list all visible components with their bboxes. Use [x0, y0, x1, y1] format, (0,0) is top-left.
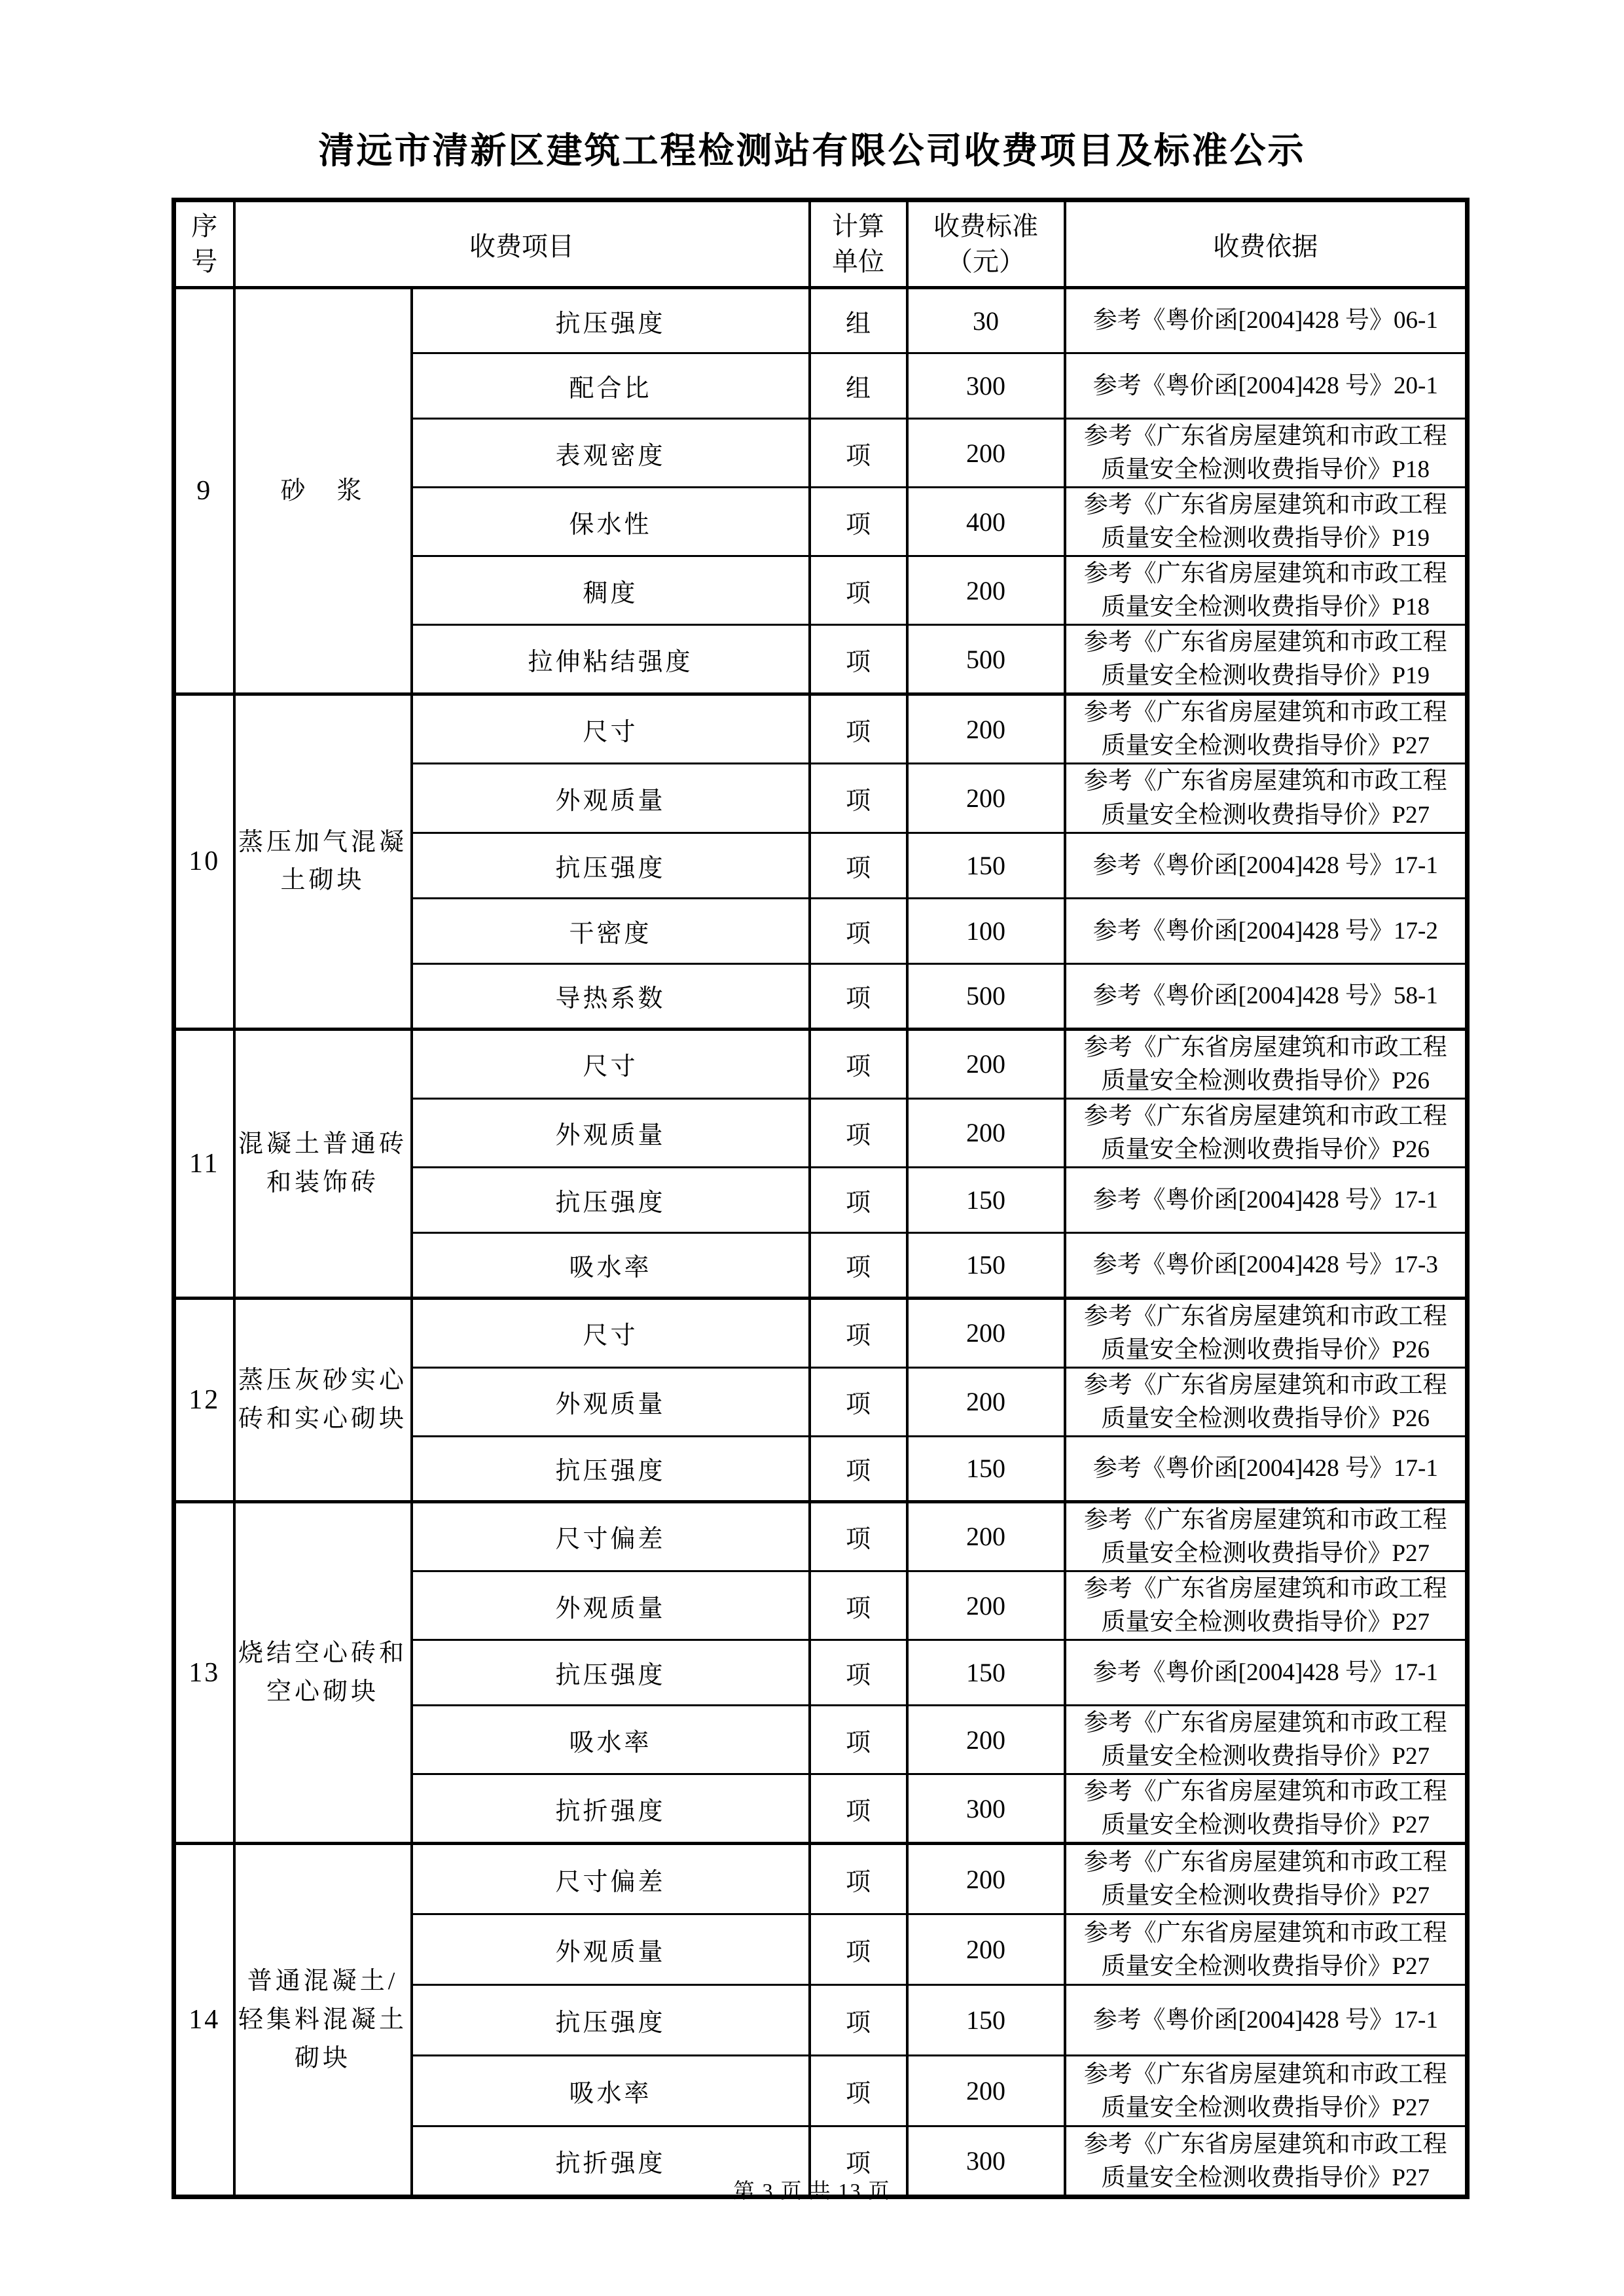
fee-basis-line: 参考《广东省房屋建筑和市政工程	[1083, 1710, 1447, 1737]
fee-item-cell: 外观质量	[412, 764, 810, 833]
fee-basis-line: 参考《广东省房屋建筑和市政工程	[1083, 423, 1447, 450]
unit-cell: 项	[810, 2126, 907, 2197]
fee-standard-cell: 300	[907, 353, 1065, 419]
header-fee-standard-line: （元）	[947, 247, 1025, 276]
fee-basis-line: 参考《广东省房屋建筑和市政工程	[1083, 2130, 1447, 2158]
fee-basis-line: 质量安全检测收费指导价》P27	[1101, 2164, 1430, 2191]
fee-basis-line: 质量安全检测收费指导价》P19	[1101, 662, 1430, 690]
fee-basis-line: 质量安全检测收费指导价》P27	[1101, 1882, 1430, 1910]
fee-item-cell: 抗折强度	[412, 1774, 810, 1844]
unit-cell: 项	[810, 1298, 907, 1367]
fee-item-cell: 抗压强度	[412, 1640, 810, 1706]
fee-basis-cell	[1065, 1501, 1468, 1571]
unit-cell: 组	[810, 288, 907, 353]
fee-standard-cell: 200	[907, 1367, 1065, 1436]
fee-basis-cell	[1065, 963, 1468, 1029]
table-header-row	[174, 200, 1468, 288]
unit-cell: 项	[810, 694, 907, 764]
fee-basis-line: 参考《粤价函[2004]428 号》17-2	[1092, 917, 1438, 944]
fee-basis-line: 参考《广东省房屋建筑和市政工程	[1083, 2060, 1447, 2088]
fee-item-cell: 尺寸	[412, 1298, 810, 1367]
fee-standard-cell: 200	[907, 1029, 1065, 1098]
unit-cell: 项	[810, 1029, 907, 1098]
fee-standard-cell: 200	[907, 1298, 1065, 1367]
category-line: 土砌块	[280, 867, 365, 895]
fee-basis-cell	[1065, 353, 1468, 419]
fee-basis-cell	[1065, 1098, 1468, 1167]
fee-basis-line: 质量安全检测收费指导价》P26	[1101, 1136, 1430, 1163]
fee-basis-cell	[1065, 419, 1468, 488]
header-fee-item: 收费项目	[234, 200, 810, 288]
table-row	[174, 1029, 1468, 1098]
fee-basis-line: 参考《粤价函[2004]428 号》17-1	[1092, 852, 1438, 879]
fee-basis-line: 质量安全检测收费指导价》P27	[1101, 2094, 1430, 2121]
fee-basis-line: 参考《广东省房屋建筑和市政工程	[1083, 1849, 1447, 1876]
fee-basis-line: 参考《广东省房屋建筑和市政工程	[1083, 1102, 1447, 1130]
category-cell	[234, 288, 412, 694]
fee-basis-line: 参考《粤价函[2004]428 号》58-1	[1092, 982, 1438, 1010]
fee-basis-line: 质量安全检测收费指导价》P27	[1101, 801, 1430, 829]
unit-cell: 组	[810, 353, 907, 419]
fee-standard-cell: 150	[907, 1985, 1065, 2056]
fee-standard-cell: 30	[907, 288, 1065, 353]
fee-standard-cell: 150	[907, 1640, 1065, 1706]
row-index: 10	[174, 694, 234, 1029]
fee-basis-cell	[1065, 1985, 1468, 2056]
fee-basis-cell	[1065, 1029, 1468, 1098]
category-cell	[234, 694, 412, 1029]
fee-standard-cell: 200	[907, 1914, 1065, 1985]
table-row	[174, 1844, 1468, 1914]
fee-basis-line: 参考《广东省房屋建筑和市政工程	[1083, 492, 1447, 519]
fee-standard-cell: 200	[907, 1098, 1065, 1167]
category-line: 烧结空心砖和	[238, 1639, 407, 1667]
fee-basis-cell	[1065, 1706, 1468, 1774]
fee-basis-line: 参考《广东省房屋建筑和市政工程	[1083, 699, 1447, 726]
fee-basis-line: 参考《粤价函[2004]428 号》20-1	[1092, 372, 1438, 399]
fee-table	[171, 198, 1470, 2199]
fee-basis-line: 质量安全检测收费指导价》P19	[1101, 525, 1430, 552]
fee-basis-line: 参考《粤价函[2004]428 号》06-1	[1092, 307, 1438, 334]
unit-cell: 项	[810, 1844, 907, 1914]
fee-basis-line: 参考《广东省房屋建筑和市政工程	[1083, 1575, 1447, 1603]
header-unit-line: 计算	[832, 211, 884, 241]
header-fee-standard-line: 收费标准	[933, 211, 1038, 241]
unit-cell: 项	[810, 1985, 907, 2056]
unit-cell: 项	[810, 1571, 907, 1640]
fee-standard-cell: 150	[907, 1167, 1065, 1232]
unit-cell: 项	[810, 2056, 907, 2126]
fee-basis-cell	[1065, 1436, 1468, 1501]
fee-standard-cell: 200	[907, 1571, 1065, 1640]
fee-item-cell: 抗压强度	[412, 1436, 810, 1501]
fee-basis-line: 参考《广东省房屋建筑和市政工程	[1083, 768, 1447, 795]
fee-standard-cell: 150	[907, 1232, 1065, 1298]
fee-basis-line: 参考《广东省房屋建筑和市政工程	[1083, 1371, 1447, 1399]
fee-basis-line: 参考《广东省房屋建筑和市政工程	[1083, 1033, 1447, 1061]
fee-basis-line: 参考《广东省房屋建筑和市政工程	[1083, 1778, 1447, 1806]
fee-basis-cell	[1065, 764, 1468, 833]
fee-standard-cell: 100	[907, 898, 1065, 963]
table-row	[174, 1501, 1468, 1571]
table-row	[174, 1298, 1468, 1367]
fee-basis-line: 参考《广东省房屋建筑和市政工程	[1083, 1302, 1447, 1330]
unit-cell: 项	[810, 625, 907, 694]
fee-basis-line: 质量安全检测收费指导价》P27	[1101, 1952, 1430, 1980]
category-line: 砖和实心砌块	[238, 1405, 407, 1433]
fee-basis-cell	[1065, 1640, 1468, 1706]
fee-basis-line: 参考《广东省房屋建筑和市政工程	[1083, 560, 1447, 588]
header-fee-basis: 收费依据	[1065, 200, 1468, 288]
unit-cell: 项	[810, 1232, 907, 1298]
category-cell	[234, 1501, 412, 1843]
fee-item-cell: 尺寸	[412, 694, 810, 764]
header-index	[174, 200, 234, 288]
category-line: 和装饰砖	[266, 1168, 379, 1196]
fee-standard-cell: 200	[907, 419, 1065, 488]
fee-item-cell: 尺寸偏差	[412, 1844, 810, 1914]
fee-basis-line: 质量安全检测收费指导价》P18	[1101, 594, 1430, 621]
fee-item-cell: 吸水率	[412, 1232, 810, 1298]
fee-item-cell: 抗压强度	[412, 1985, 810, 2056]
fee-item-cell: 外观质量	[412, 1571, 810, 1640]
fee-item-cell: 尺寸偏差	[412, 1501, 810, 1571]
fee-item-cell: 吸水率	[412, 2056, 810, 2126]
fee-item-cell: 配合比	[412, 353, 810, 419]
table-row	[174, 694, 1468, 764]
fee-basis-line: 质量安全检测收费指导价》P27	[1101, 1609, 1430, 1636]
category-cell	[234, 1844, 412, 2197]
unit-cell: 项	[810, 556, 907, 625]
header-unit	[810, 200, 907, 288]
fee-standard-cell: 200	[907, 1706, 1065, 1774]
fee-item-cell: 稠度	[412, 556, 810, 625]
fee-item-cell: 保水性	[412, 488, 810, 556]
unit-cell: 项	[810, 963, 907, 1029]
fee-basis-cell	[1065, 1914, 1468, 1985]
unit-cell: 项	[810, 764, 907, 833]
fee-basis-cell	[1065, 1298, 1468, 1367]
fee-basis-cell	[1065, 488, 1468, 556]
row-index: 13	[174, 1501, 234, 1843]
category-line: 轻集料混凝土	[238, 2005, 407, 2034]
fee-basis-cell	[1065, 694, 1468, 764]
row-index: 9	[174, 288, 234, 694]
fee-standard-cell: 150	[907, 1436, 1065, 1501]
fee-basis-line: 参考《粤价函[2004]428 号》17-1	[1092, 1186, 1438, 1213]
fee-basis-cell	[1065, 833, 1468, 898]
fee-basis-cell	[1065, 288, 1468, 353]
page-footer: 第 3 页 共 13 页	[733, 2179, 891, 2202]
fee-standard-cell: 150	[907, 833, 1065, 898]
fee-basis-line: 参考《广东省房屋建筑和市政工程	[1083, 1506, 1447, 1534]
fee-basis-cell	[1065, 1571, 1468, 1640]
unit-cell: 项	[810, 1098, 907, 1167]
unit-cell: 项	[810, 1436, 907, 1501]
fee-basis-cell	[1065, 2056, 1468, 2126]
unit-cell: 项	[810, 898, 907, 963]
fee-basis-line: 质量安全检测收费指导价》P18	[1101, 456, 1430, 484]
fee-item-cell: 外观质量	[412, 1098, 810, 1167]
fee-basis-cell	[1065, 625, 1468, 694]
fee-basis-cell	[1065, 1167, 1468, 1232]
fee-item-cell: 导热系数	[412, 963, 810, 1029]
unit-cell: 项	[810, 1706, 907, 1774]
fee-basis-line: 质量安全检测收费指导价》P26	[1101, 1067, 1430, 1094]
category-line: 蒸压加气混凝	[238, 828, 407, 856]
header-index-line: 号	[191, 247, 218, 276]
fee-standard-cell: 300	[907, 2126, 1065, 2197]
row-index: 14	[174, 1844, 234, 2197]
row-index: 12	[174, 1298, 234, 1501]
fee-basis-line: 质量安全检测收费指导价》P27	[1101, 1812, 1430, 1839]
category-line: 混凝土普通砖	[238, 1130, 407, 1158]
fee-basis-line: 参考《粤价函[2004]428 号》17-3	[1092, 1251, 1438, 1279]
unit-cell: 项	[810, 1640, 907, 1706]
category-line: 砂 浆	[280, 476, 365, 505]
fee-standard-cell: 500	[907, 625, 1065, 694]
fee-item-cell: 抗压强度	[412, 1167, 810, 1232]
fee-basis-line: 质量安全检测收费指导价》P26	[1101, 1405, 1430, 1432]
unit-cell: 项	[810, 833, 907, 898]
fee-basis-cell	[1065, 898, 1468, 963]
fee-standard-cell: 200	[907, 1844, 1065, 1914]
unit-cell: 项	[810, 1774, 907, 1844]
fee-basis-line: 参考《粤价函[2004]428 号》17-1	[1092, 2007, 1438, 2034]
category-cell	[234, 1298, 412, 1501]
fee-standard-cell: 400	[907, 488, 1065, 556]
category-line: 蒸压灰砂实心	[238, 1366, 407, 1394]
fee-item-cell: 抗压强度	[412, 288, 810, 353]
unit-cell: 项	[810, 1367, 907, 1436]
unit-cell: 项	[810, 1167, 907, 1232]
fee-item-cell: 外观质量	[412, 1914, 810, 1985]
fee-basis-line: 参考《粤价函[2004]428 号》17-1	[1092, 1455, 1438, 1482]
fee-basis-cell	[1065, 1844, 1468, 1914]
header-fee-standard	[907, 200, 1065, 288]
unit-cell: 项	[810, 1501, 907, 1571]
fee-standard-cell: 200	[907, 2056, 1065, 2126]
category-line: 普通混凝土/	[247, 1967, 399, 1995]
unit-cell: 项	[810, 1914, 907, 1985]
fee-item-cell: 抗压强度	[412, 833, 810, 898]
fee-basis-line: 质量安全检测收费指导价》P27	[1101, 732, 1430, 760]
category-cell	[234, 1029, 412, 1298]
fee-basis-line: 参考《广东省房屋建筑和市政工程	[1083, 629, 1447, 656]
fee-item-cell: 拉伸粘结强度	[412, 625, 810, 694]
table-row	[174, 288, 1468, 353]
fee-basis-cell	[1065, 1774, 1468, 1844]
fee-item-cell: 吸水率	[412, 1706, 810, 1774]
page-title: 清远市清新区建筑工程检测站有限公司收费项目及标准公示	[318, 131, 1306, 171]
unit-cell: 项	[810, 488, 907, 556]
category-line: 空心砌块	[266, 1677, 379, 1706]
fee-standard-cell: 200	[907, 1501, 1065, 1571]
category-line: 砌块	[294, 2044, 351, 2072]
fee-basis-line: 质量安全检测收费指导价》P26	[1101, 1336, 1430, 1363]
unit-cell: 项	[810, 419, 907, 488]
fee-standard-cell: 200	[907, 556, 1065, 625]
fee-basis-cell	[1065, 1232, 1468, 1298]
header-index-line: 序	[191, 211, 218, 241]
fee-item-cell: 尺寸	[412, 1029, 810, 1098]
fee-item-cell: 表观密度	[412, 419, 810, 488]
fee-item-cell: 干密度	[412, 898, 810, 963]
header-unit-line: 单位	[832, 247, 884, 276]
fee-basis-line: 参考《广东省房屋建筑和市政工程	[1083, 1919, 1447, 1946]
fee-basis-cell	[1065, 1367, 1468, 1436]
fee-item-cell: 外观质量	[412, 1367, 810, 1436]
fee-standard-cell: 200	[907, 694, 1065, 764]
fee-basis-line: 质量安全检测收费指导价》P27	[1101, 1539, 1430, 1567]
row-index: 11	[174, 1029, 234, 1298]
fee-standard-cell: 500	[907, 963, 1065, 1029]
fee-item-cell: 抗折强度	[412, 2126, 810, 2197]
fee-basis-line: 参考《粤价函[2004]428 号》17-1	[1092, 1659, 1438, 1687]
fee-basis-line: 质量安全检测收费指导价》P27	[1101, 1743, 1430, 1770]
fee-standard-cell: 300	[907, 1774, 1065, 1844]
fee-basis-cell	[1065, 556, 1468, 625]
fee-standard-cell: 200	[907, 764, 1065, 833]
